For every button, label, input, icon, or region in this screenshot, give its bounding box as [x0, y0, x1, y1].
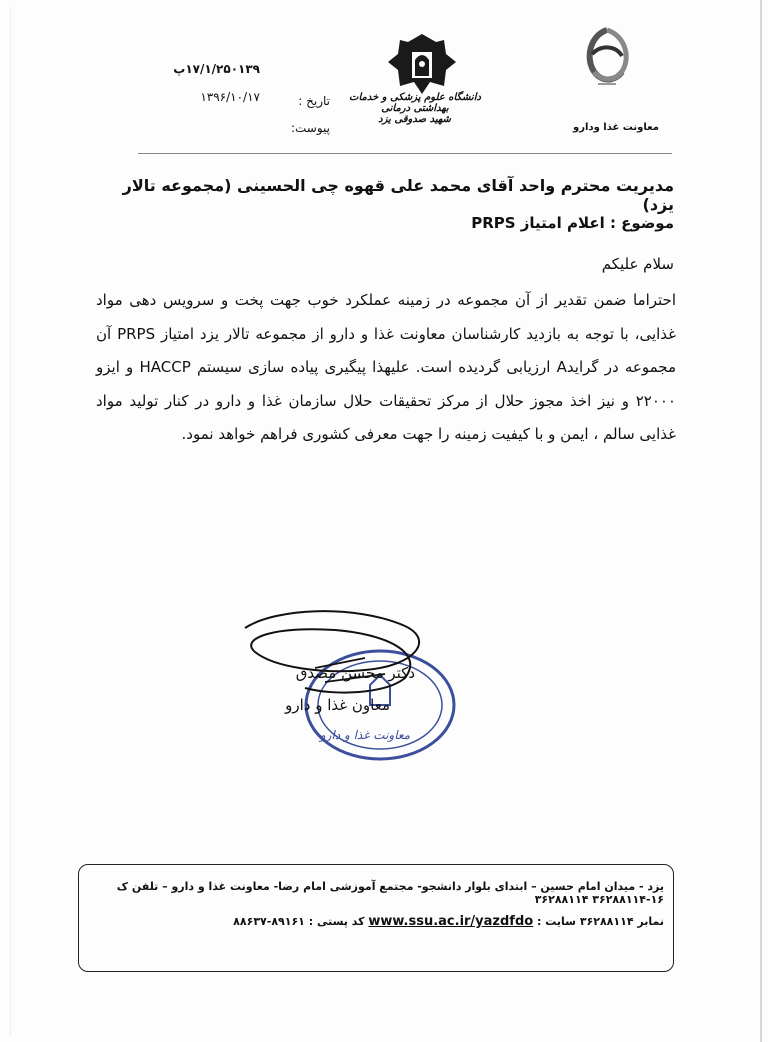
date-label: تاریخ :	[298, 94, 330, 108]
fda-logo-icon	[572, 24, 642, 104]
letter-date: ۱۳۹۶/۱۰/۱۷	[200, 90, 260, 104]
footer-fax: نمابر ۳۶۲۸۸۱۱۴ سایت :	[537, 915, 664, 928]
department-label: معاونت غذا ودارو	[573, 122, 659, 133]
university-emblem-icon	[384, 30, 460, 100]
subject: موضوع : اعلام امتیاز PRPS	[471, 214, 674, 232]
handwritten-signature	[215, 608, 445, 698]
header-divider	[138, 153, 672, 154]
greeting: سلام علیکم	[601, 255, 674, 273]
footer-website-link[interactable]: www.ssu.ac.ir/yazdfdo	[368, 914, 534, 929]
meta-labels	[268, 88, 330, 142]
attachment-label: پیوست:	[290, 121, 330, 135]
letter-number: ۱۷/۱/۲۵۰۱۳۹پ	[173, 62, 260, 76]
footer-address: یزد - میدان امام حسین – ابتدای بلوار دانشجو- مجتمع آموزشی امام رضا- معاونت غذا و دارو – تلفن ک ۱۶-۳۶۲۸۸۱۱۴ ۳۶۲۸۸۱۱۴	[116, 880, 664, 906]
recipient: مدیریت محترم واحد آقای محمد علی قهوه چی الحسینی (مجموعه تالار یزد)	[122, 176, 674, 214]
page-edge-right	[760, 0, 762, 1042]
letter-body: احتراما ضمن تقدیر از آن مجموعه در زمینه عملکرد خوب جهت پخت و سرویس دهی مواد غذایی، با توجه به بازدید کارشناسان معاونت غذا و دارو از مجموعه تالار یزد امتیاز PRPS آن مجموعه در گرایدA ارزیابی گردیده است. علیهذا پیگیری پیاده سازی سیستم HACCP و ایزو ۲۲۰۰۰ و نیز اخذ مجوز حلال از مرکز تحقیقات حلال سازمان غذا و دارو در کنار تولید مواد غذایی سالم ، ایمن و با کیفیت زمینه را جهت معرفی کشوری فراهم خواهد نمود.	[96, 291, 677, 443]
footer-postal: کد پستی : ۸۹۱۶۱-۸۸۶۳۷	[233, 915, 365, 928]
stamp-text: معاونت غذا و دارو	[319, 728, 411, 742]
university-name: دانشگاه علوم پزشکی و خدمات بهداشتی درمانی	[349, 92, 481, 114]
page-edge-left	[10, 6, 11, 1036]
university-city: شهید صدوقی یزد	[378, 114, 451, 125]
signer-name: دکتر محسن مصدق	[295, 664, 415, 682]
signer-title: معاون غذا و دارو	[285, 696, 390, 714]
footer-contact	[90, 914, 664, 929]
